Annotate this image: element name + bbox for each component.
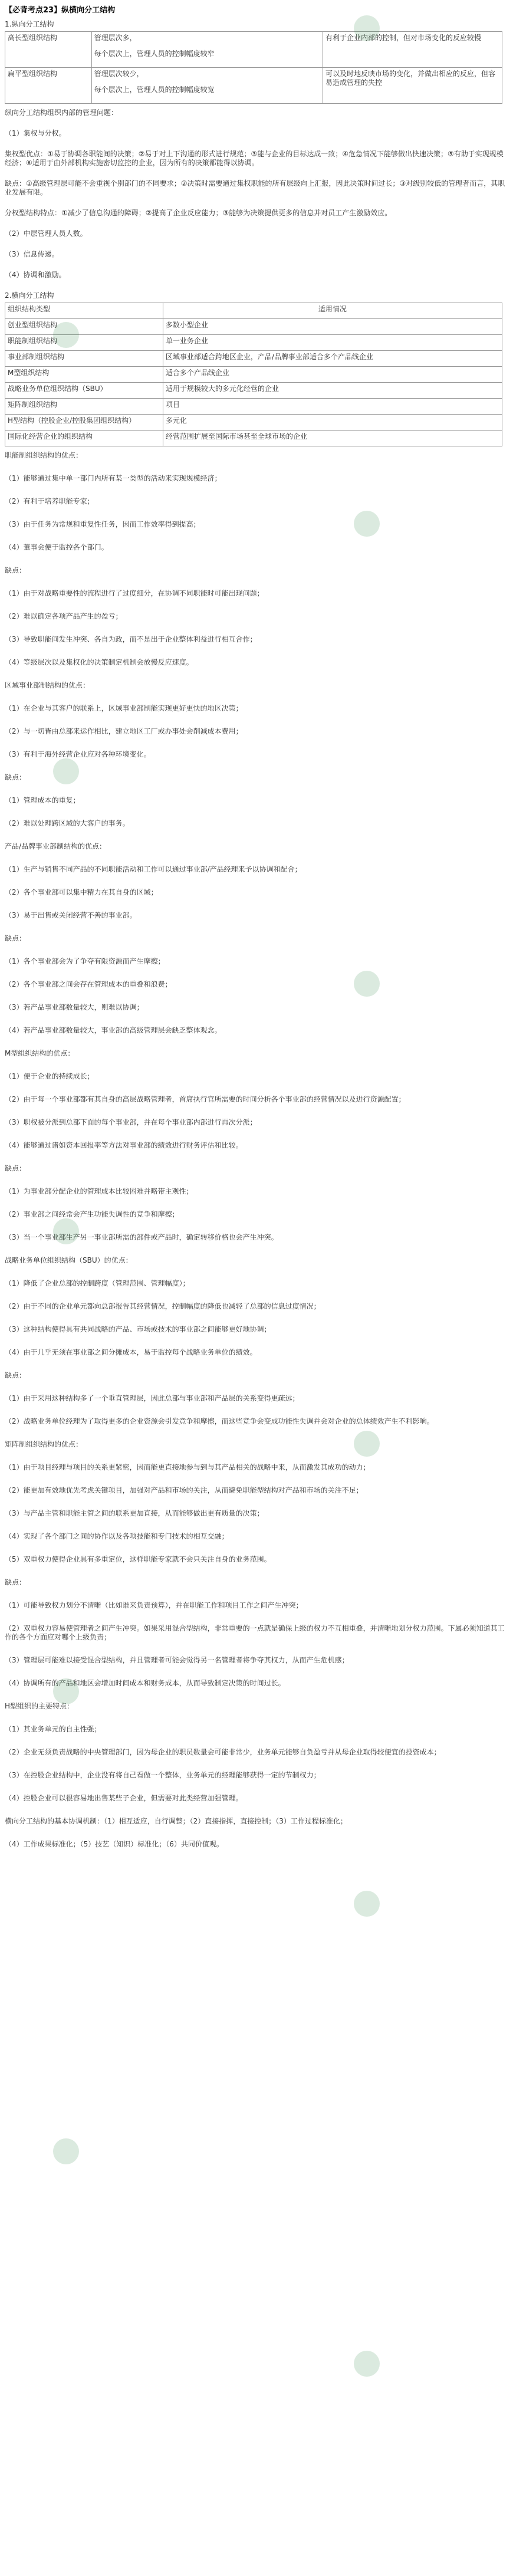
text-line: （3）易于出售或关闭经营不善的事业部。 (5, 911, 137, 920)
table-row (5, 383, 502, 399)
text-line: （3）有利于海外经营企业应对各种环境变化。 (5, 750, 151, 759)
text-line: （2）有利于培养职能专家； (5, 497, 94, 506)
text-line: 分权型结构特点：①减少了信息沟通的障碍；②提高了企业反应能力；③能够为决策提供更多的信息并对员工产生激励效应。 (5, 209, 392, 218)
table-cell-type: 高长型组织结构 (5, 32, 92, 68)
table-row (5, 351, 502, 367)
text-line: （1）便于企业的持续成长； (5, 1072, 94, 1081)
text-line: （2）各个事业部之间会存在管理成本的重叠和浪费； (5, 980, 172, 989)
table-row (5, 319, 502, 335)
table-cell-desc (91, 68, 323, 104)
text-line: 矩阵制组织结构的优点： (5, 1440, 83, 1449)
text-line: （4）等级层次以及集权化的决策制定机制会放慢反应速度。 (5, 658, 193, 667)
watermark-logo (354, 2347, 442, 2381)
management-issues-text (4, 109, 509, 280)
watermark-logo (354, 1887, 442, 1921)
watermark-badge-icon (354, 1891, 380, 1917)
text-line: （3）若产品事业部数量较大，则难以协调； (5, 1003, 144, 1012)
table-row (5, 32, 502, 68)
text-line: （1）为事业部分配企业的管理成本比较困难并略带主观性； (5, 1187, 193, 1196)
text-line: （2）各个事业部可以集中精力在其自身的区域； (5, 888, 158, 897)
text-line: （1）降低了企业总部的控制跨度（管理范围、管理幅度）； (5, 1279, 190, 1288)
table-cell-effect: 可以及时地反映市场的变化，并做出相应的反应，但容易造成管理的失控 (323, 68, 502, 104)
table-cell-scope: 适合多个产品线企业 (163, 367, 502, 383)
text-line: H型组织的主要特点： (5, 1702, 74, 1711)
text-line: （1）各个事业部会为了争夺有限资源而产生摩擦； (5, 957, 165, 966)
text-line: （1）在企业与其客户的联系上，区域事业部制能实现更好更快的地区决策； (5, 704, 243, 713)
table-cell-scope: 适用情况 (163, 303, 502, 319)
text-line: （1）能够通过集中单一部门内所有某一类型的活动来实现规模经济； (5, 474, 222, 483)
table-cell-line: 每个层次上，管理人员的控制幅度较宽 (94, 86, 215, 94)
text-line: （4）若产品事业部数量较大，事业部的高级管理层会缺乏整体观念。 (5, 1026, 222, 1035)
table-cell-type: M型组织结构 (5, 367, 163, 383)
text-line: 职能制组织结构的优点： (5, 451, 83, 460)
text-line: （3）与产品主管和职能主管之间的联系更加直接，从而能够做出更有质量的决策； (5, 1509, 264, 1518)
text-line: （4）协调和激励。 (5, 271, 66, 280)
table-row (5, 399, 502, 415)
text-line: 缺点： (5, 934, 27, 943)
text-line: （1）由于对战略重要性的流程进行了过度细分，在协调不同职能时可能出现问题； (5, 589, 264, 598)
text-line: （4）控股企业可以很容易地出售某些子企业，但需要对此类经营加强管理。 (5, 1794, 243, 1803)
text-line: （2）难以处理跨区域的大客户的事务。 (5, 819, 130, 828)
text-line: 缺点： (5, 773, 27, 782)
text-line: （1）管理成本的重复； (5, 796, 80, 805)
text-line: （1）可能导致权力划分不清晰（比如谁来负责预算），并在职能工作和项目工作之间产生冲突； (5, 1601, 303, 1610)
text-line: （3）管理层可能难以接受混合型结构，并且管理者可能会觉得另一名管理者将争夺其权力，从而产生危机感； (5, 1656, 349, 1665)
text-line: （2）能更加有效地优先考虑关键项目，加强对产品和市场的关注，从而避免职能型结构对产品和市场的关注不足； (5, 1486, 363, 1495)
table-cell-type: H型结构（控股企业/控股集团组织结构） (5, 415, 163, 431)
section2-heading: 2.横向分工结构 (5, 291, 54, 300)
text-line: （4）由于几乎无须在事业部之间分摊成本，易于监控每个战略业务单位的绩效。 (5, 1348, 257, 1357)
text-line: （3）在控股企业结构中，企业没有将自己看做一个整体，业务单元的经理能够获得一定的节制权力； (5, 1771, 321, 1780)
text-line: （1）集权与分权。 (5, 129, 66, 138)
section1-heading: 1.纵向分工结构 (5, 20, 54, 29)
text-line: （5）双重权力使得企业具有多重定位，这样职能专家就不会只关注自身的业务范围。 (5, 1555, 271, 1564)
watermark-logo (53, 2135, 142, 2169)
text-line: 缺点： (5, 566, 27, 575)
text-line: 产品/品牌事业部制结构的优点： (5, 842, 107, 851)
text-line: （2）战略业务单位经理为了取得更多的企业资源会引发竞争和摩擦，而这些竞争会变成功能性失调并会对企业的总体绩效产生不利影响。 (5, 1417, 434, 1426)
page-title: 【必背考点23】纵横向分工结构 (5, 6, 116, 15)
text-line: （1）由于采用这种结构多了一个垂直管理层，因此总部与事业部和产品层的关系变得更疏远； (5, 1394, 300, 1403)
table-cell-type: 矩阵制组织结构 (5, 399, 163, 415)
text-line: （2）由于每一个事业部都有其自身的高层战略管理者，首席执行官所需要的时间分析各个事业部的经营情况以及进行资源配置； (5, 1095, 406, 1104)
text-line: （1）生产与销售不同产品的不同职能活动和工作可以通过事业部/产品经理来予以协调和配合； (5, 865, 302, 874)
text-line: （2）企业无须负责战略的中央管理部门，因为母企业的职员数量会可能非常少，业务单元能够自负盈亏并从母企业取得较便宜的投资成本； (5, 1748, 441, 1757)
text-line: （2）与一切皆由总部来运作相比，建立地区工厂或办事处会削减成本费用； (5, 727, 243, 736)
text-line: （2）中层管理人员人数。 (5, 229, 87, 238)
text-line: 缺点：①高级管理层可能不会重视个别部门的不同要求；②决策时需要通过集权职能的所有层级向上汇报，因此决策时间过长；③对级别较低的管理者而言，其职业发展有限。 (5, 179, 505, 197)
table-cell-scope: 适用于规模较大的多元化经营的企业 (163, 383, 502, 399)
table-row (5, 68, 502, 104)
text-line: （2）难以确定各项产品产生的盈亏； (5, 612, 123, 621)
text-line: （3）由于任务为常规和重复性任务，因而工作效率得到提高； (5, 520, 200, 529)
text-line: （3）职权被分派到总部下面的每个事业部，并在每个事业部内部进行再次分派； (5, 1118, 257, 1127)
table-cell-scope: 多元化 (163, 415, 502, 431)
text-line: （3）信息传递。 (5, 250, 59, 259)
table-cell-scope: 多数小型企业 (163, 319, 502, 335)
text-line: （3）导致职能间发生冲突、各自为政，而不是出于企业整体利益进行相互合作； (5, 635, 257, 644)
table-cell-line: 每个层次上，管理人员的控制幅度较窄 (94, 50, 215, 58)
table-cell-scope: 经营范围扩展至国际市场甚至全球市场的企业 (163, 431, 502, 446)
table-row (5, 431, 502, 446)
vertical-structure-table (5, 31, 502, 104)
text-line: （4）董事会便于监控各个部门。 (5, 543, 108, 552)
text-line: （2）事业部之间经常会产生功能失调性的竞争和摩擦； (5, 1210, 179, 1219)
table-row (5, 415, 502, 431)
text-line: （1）其业务单元的自主性强； (5, 1725, 101, 1734)
table-cell-line: 管理层次较少， (94, 70, 144, 78)
table-cell-type: 创业型组织结构 (5, 319, 163, 335)
text-line: 集权型优点：①易于协调各职能间的决策；②易于对上下沟通的形式进行规范；③能与企业的目标达成一致；④危急情况下能够做出快速决策；⑤有助于实现规模经济；⑥适用于由外部机构实施密切监控的企业，因为所有的决策都能得以协调。 (5, 150, 504, 167)
table-row (5, 303, 502, 319)
structure-details-text (4, 451, 509, 1849)
table-cell-desc (91, 32, 323, 68)
table-cell-type: 战略业务单位组织结构（SBU） (5, 383, 163, 399)
table-cell-type: 职能制组织结构 (5, 335, 163, 351)
text-line: （4）工作成果标准化；（5）技艺（知识）标准化；（6）共同价值观。 (5, 1840, 223, 1849)
table-cell-line: 管理层次多， (94, 34, 137, 42)
table-cell-scope: 单一业务企业 (163, 335, 502, 351)
table-cell-type: 事业部制组织结构 (5, 351, 163, 367)
table-cell-type: 组织结构类型 (5, 303, 163, 319)
table-cell-type: 国际化经营企业的组织结构 (5, 431, 163, 446)
table-cell-scope: 区域事业部适合跨地区企业，产品/品牌事业部适合多个产品线企业 (163, 351, 502, 367)
text-line: 战略业务单位组织结构（SBU）的优点： (5, 1256, 133, 1265)
text-line: （2）双重权力容易使管理者之间产生冲突。如果采用混合型结构，非常重要的一点就是确保上级的权力不互相重叠，并清晰地划分权力范围。下属必须知道其工作的各个方面应对哪个上级负责； (5, 1624, 505, 1642)
text-line: （4）能够通过诸如资本回报率等方法对事业部的绩效进行财务评估和比较。 (5, 1141, 243, 1150)
watermark-badge-icon (53, 2138, 79, 2164)
text-line: （2）由于不同的企业单元都向总部报告其经营情况，控制幅度的降低也减轻了总部的信息过度情况； (5, 1302, 321, 1311)
table-row (5, 335, 502, 351)
text-line: （3）这种结构使得具有共同战略的产品、市场或技术的事业部之间能够更好地协调； (5, 1325, 271, 1334)
text-line: 横向分工结构的基本协调机制：（1）相互适应，自行调整；（2）直接指挥，直接控制；（3）工作过程标准化； (5, 1817, 347, 1826)
text-line: 缺点： (5, 1578, 27, 1587)
horizontal-structure-table (5, 303, 502, 446)
watermark-badge-icon (354, 2351, 380, 2377)
text-line: M型组织结构的优点： (5, 1049, 75, 1058)
table-row (5, 367, 502, 383)
text-line: 区域事业部制结构的优点： (5, 681, 90, 690)
text-line: 缺点： (5, 1164, 27, 1173)
text-line: （4）协调所有的产品和地区会增加时间成本和财务成本，从而导致制定决策的时间过长。 (5, 1679, 285, 1688)
text-line: 缺点： (5, 1371, 27, 1380)
table-cell-effect: 有利于企业内部的控制，但对市场变化的反应较慢 (323, 32, 502, 68)
text-line: （1）由于项目经理与项目的关系更紧密，因而能更直接地参与到与其产品相关的战略中来，从而激发其成功的动力； (5, 1463, 370, 1472)
text-line: （3）当一个事业部生产另一事业部所需的部件或产品时，确定转移价格也会产生冲突。 (5, 1233, 278, 1242)
table-cell-scope: 项目 (163, 399, 502, 415)
text-line: （4）实现了各个部门之间的协作以及各项技能和专门技术的相互交融； (5, 1532, 229, 1541)
text-line: 纵向分工结构组织内部的管理问题： (5, 109, 119, 117)
table-cell-type: 扁平型组织结构 (5, 68, 92, 104)
